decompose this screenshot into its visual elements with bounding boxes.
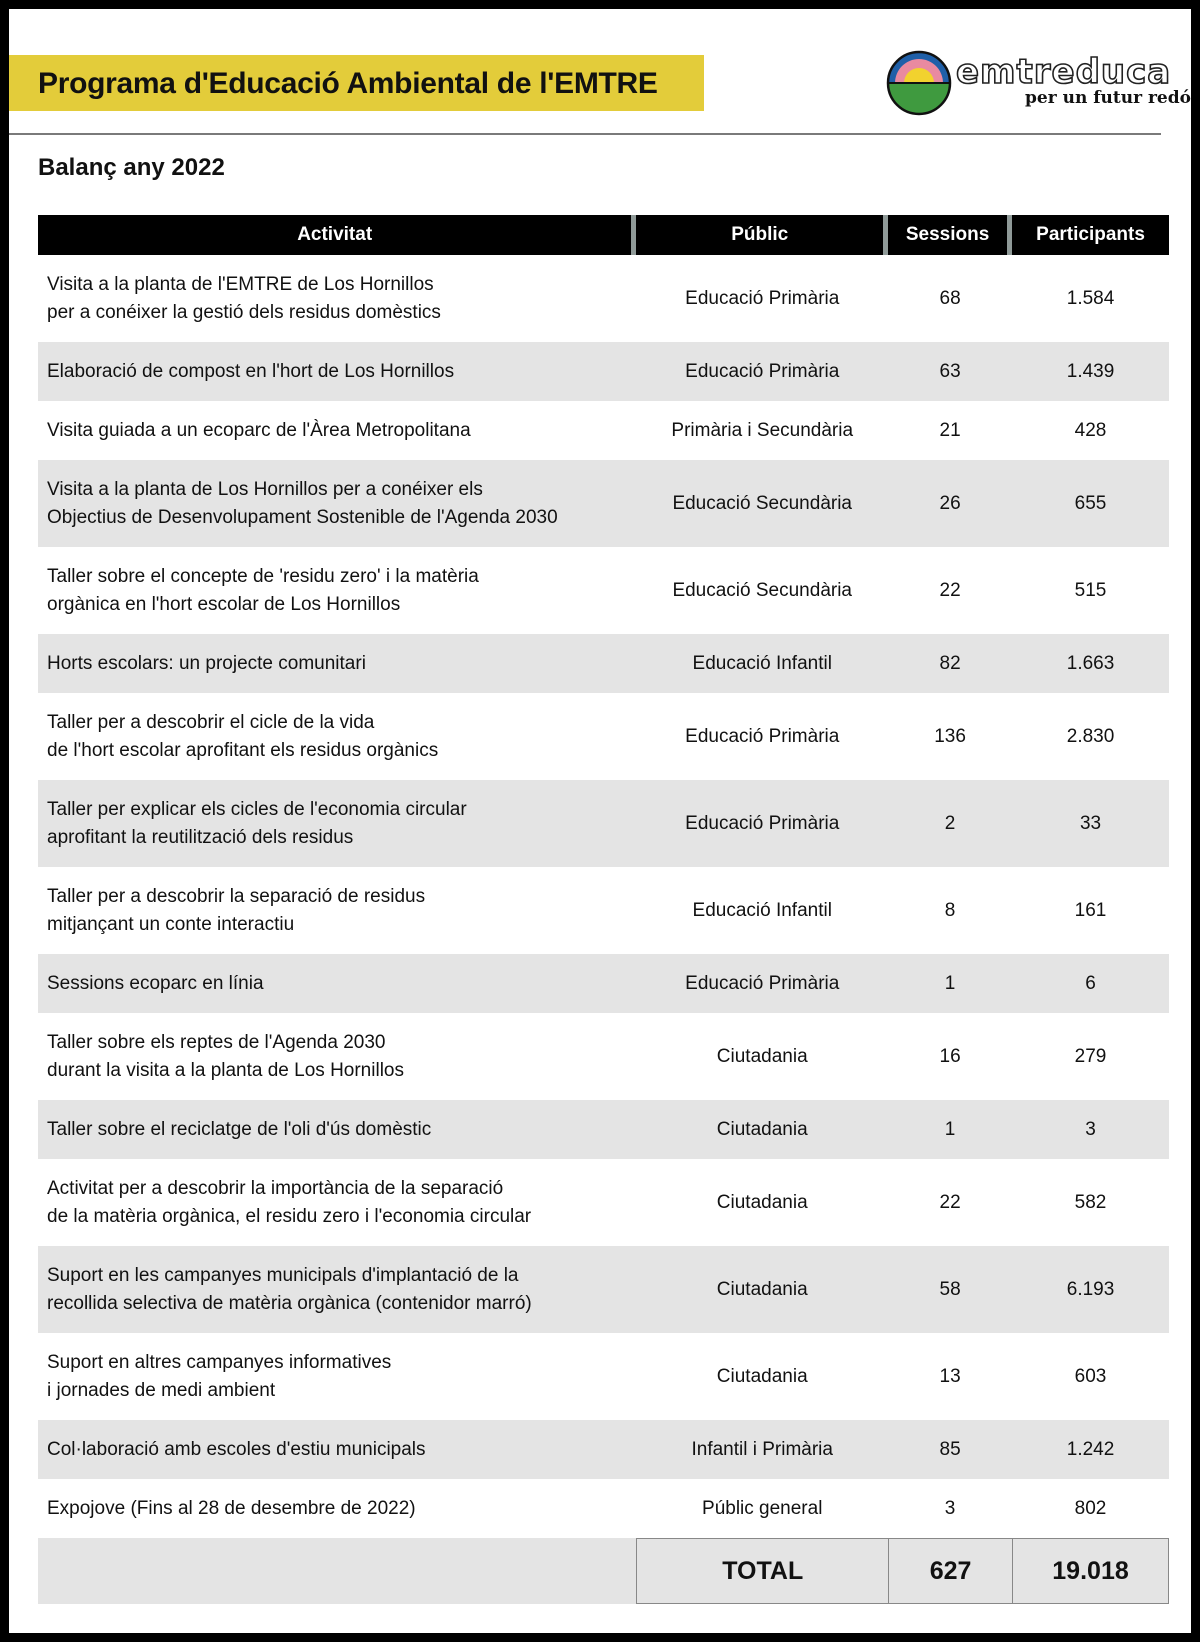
public-cell: Ciutadania [636,1100,888,1159]
column-header-participants: Participants [1012,215,1169,255]
activity-line: Elaboració de compost en l'hort de Los Hornillos [47,360,455,382]
total-blank-cell [38,1538,636,1604]
public-cell: Infantil i Primària [636,1420,888,1479]
participants-cell: 33 [1012,780,1169,867]
table-row [38,634,1169,693]
activity-line: Taller sobre els reptes de l'Agenda 2030 [47,1031,386,1053]
activity-cell [38,1100,636,1159]
sessions-cell: 136 [888,693,1012,780]
table-row [38,547,1169,634]
activity-line: orgànica en l'hort escolar de Los Hornillos [47,593,401,615]
activity-line: Taller per a descobrir el cicle de la vida [47,711,375,733]
activity-line: de l'hort escolar aprofitant els residus orgànics [47,739,439,761]
activity-line: recollida selectiva de matèria orgànica (contenidor marró) [47,1292,532,1314]
column-header-activitat: Activitat [38,215,636,255]
sessions-cell: 82 [888,634,1012,693]
participants-cell: 582 [1012,1159,1169,1246]
total-participants: 19.018 [1012,1538,1169,1604]
activity-cell [38,1333,636,1420]
sessions-cell: 26 [888,460,1012,547]
sessions-cell: 68 [888,255,1012,342]
total-label: TOTAL [636,1538,888,1604]
table-row [38,1013,1169,1100]
participants-cell: 279 [1012,1013,1169,1100]
public-cell: Educació Secundària [636,547,888,634]
emtreduca-logo [886,50,1191,120]
logo-wordmark: emtreduca [956,52,1172,92]
public-cell: Públic general [636,1479,888,1538]
activity-line: Suport en altres campanyes informatives [47,1351,392,1373]
activity-line: Visita a la planta de l'EMTRE de Los Hornillos [47,273,434,295]
table-row [38,1100,1169,1159]
activity-line: Col·laboració amb escoles d'estiu municipals [47,1438,426,1460]
table-row [38,954,1169,1013]
activity-cell [38,780,636,867]
public-cell: Educació Infantil [636,867,888,954]
activity-line: Suport en les campanyes municipals d'implantació de la [47,1264,519,1286]
activity-line: Taller per explicar els cicles de l'economia circular [47,798,467,820]
participants-cell: 3 [1012,1100,1169,1159]
sessions-cell: 16 [888,1013,1012,1100]
table-row [38,255,1169,342]
sessions-cell: 21 [888,401,1012,460]
participants-cell: 1.242 [1012,1420,1169,1479]
activity-line: i jornades de medi ambient [47,1379,276,1401]
activity-line: Taller per a descobrir la separació de residus [47,885,426,907]
public-cell: Ciutadania [636,1246,888,1333]
activity-line: Taller sobre el reciclatge de l'oli d'ús domèstic [47,1118,432,1140]
activity-line: per a conéixer la gestió dels residus domèstics [47,301,441,323]
participants-cell: 1.663 [1012,634,1169,693]
logo-tagline: per un futur redó [1025,88,1191,108]
activity-line: Taller sobre el concepte de 'residu zero' i la matèria [47,565,479,587]
public-cell: Ciutadania [636,1333,888,1420]
activity-line: durant la visita a la planta de Los Hornillos [47,1059,404,1081]
public-cell: Ciutadania [636,1159,888,1246]
table-row [38,342,1169,401]
table-row [38,867,1169,954]
report-subtitle: Balanç any 2022 [38,154,225,181]
activity-cell [38,460,636,547]
activity-cell [38,255,636,342]
activity-line: de la matèria orgànica, el residu zero i l'economia circular [47,1205,532,1227]
page-title: Programa d'Educació Ambiental de l'EMTRE [38,67,658,100]
participants-cell: 6 [1012,954,1169,1013]
activity-cell [38,401,636,460]
activity-cell [38,1479,636,1538]
sunset-circle-logo-icon [886,50,952,116]
table-row [38,1333,1169,1420]
sessions-cell: 85 [888,1420,1012,1479]
activity-line: Horts escolars: un projecte comunitari [47,652,366,674]
title-banner [9,55,704,111]
table-header-row [38,215,1169,255]
table-row [38,1246,1169,1333]
activity-line: Expojove (Fins al 28 de desembre de 2022) [47,1497,416,1519]
activity-cell [38,634,636,693]
sessions-cell: 1 [888,1100,1012,1159]
public-cell: Educació Primària [636,693,888,780]
activity-line: Visita guiada a un ecoparc de l'Àrea Metropolitana [47,419,471,441]
participants-cell: 603 [1012,1333,1169,1420]
table-row [38,693,1169,780]
table-row [38,401,1169,460]
activity-cell [38,342,636,401]
participants-cell: 1.584 [1012,255,1169,342]
sessions-cell: 13 [888,1333,1012,1420]
sessions-cell: 3 [888,1479,1012,1538]
total-row [38,1538,1169,1604]
activity-cell [38,954,636,1013]
total-sessions: 627 [888,1538,1012,1604]
public-cell: Educació Primària [636,255,888,342]
column-header-public: Públic [636,215,888,255]
public-cell: Primària i Secundària [636,401,888,460]
activity-cell [38,547,636,634]
table-row [38,460,1169,547]
public-cell: Ciutadania [636,1013,888,1100]
activity-line: mitjançant un conte interactiu [47,913,295,935]
activity-line: Sessions ecoparc en línia [47,972,264,994]
activity-line: Visita a la planta de Los Hornillos per a conéixer els [47,478,483,500]
table-row [38,780,1169,867]
public-cell: Educació Secundària [636,460,888,547]
header-divider [9,133,1161,135]
column-header-sessions: Sessions [888,215,1012,255]
participants-cell: 655 [1012,460,1169,547]
activity-line: aprofitant la reutilització dels residus [47,826,354,848]
public-cell: Educació Primària [636,780,888,867]
sessions-cell: 58 [888,1246,1012,1333]
participants-cell: 1.439 [1012,342,1169,401]
table-row [38,1420,1169,1479]
participants-cell: 6.193 [1012,1246,1169,1333]
table-row [38,1479,1169,1538]
report-page [9,9,1191,1633]
sessions-cell: 8 [888,867,1012,954]
activity-line: Activitat per a descobrir la importància de la separació [47,1177,504,1199]
participants-cell: 802 [1012,1479,1169,1538]
sessions-cell: 1 [888,954,1012,1013]
activity-cell [38,1159,636,1246]
participants-cell: 515 [1012,547,1169,634]
participants-cell: 2.830 [1012,693,1169,780]
activity-cell [38,1420,636,1479]
table-row [38,1159,1169,1246]
sessions-cell: 63 [888,342,1012,401]
sessions-cell: 22 [888,547,1012,634]
sessions-cell: 22 [888,1159,1012,1246]
activities-table [38,215,1169,1604]
participants-cell: 428 [1012,401,1169,460]
activity-line: Objectius de Desenvolupament Sostenible de l'Agenda 2030 [47,506,558,528]
activity-cell [38,1246,636,1333]
public-cell: Educació Infantil [636,634,888,693]
activity-cell [38,1013,636,1100]
activity-cell [38,867,636,954]
public-cell: Educació Primària [636,342,888,401]
participants-cell: 161 [1012,867,1169,954]
public-cell: Educació Primària [636,954,888,1013]
sessions-cell: 2 [888,780,1012,867]
activity-cell [38,693,636,780]
